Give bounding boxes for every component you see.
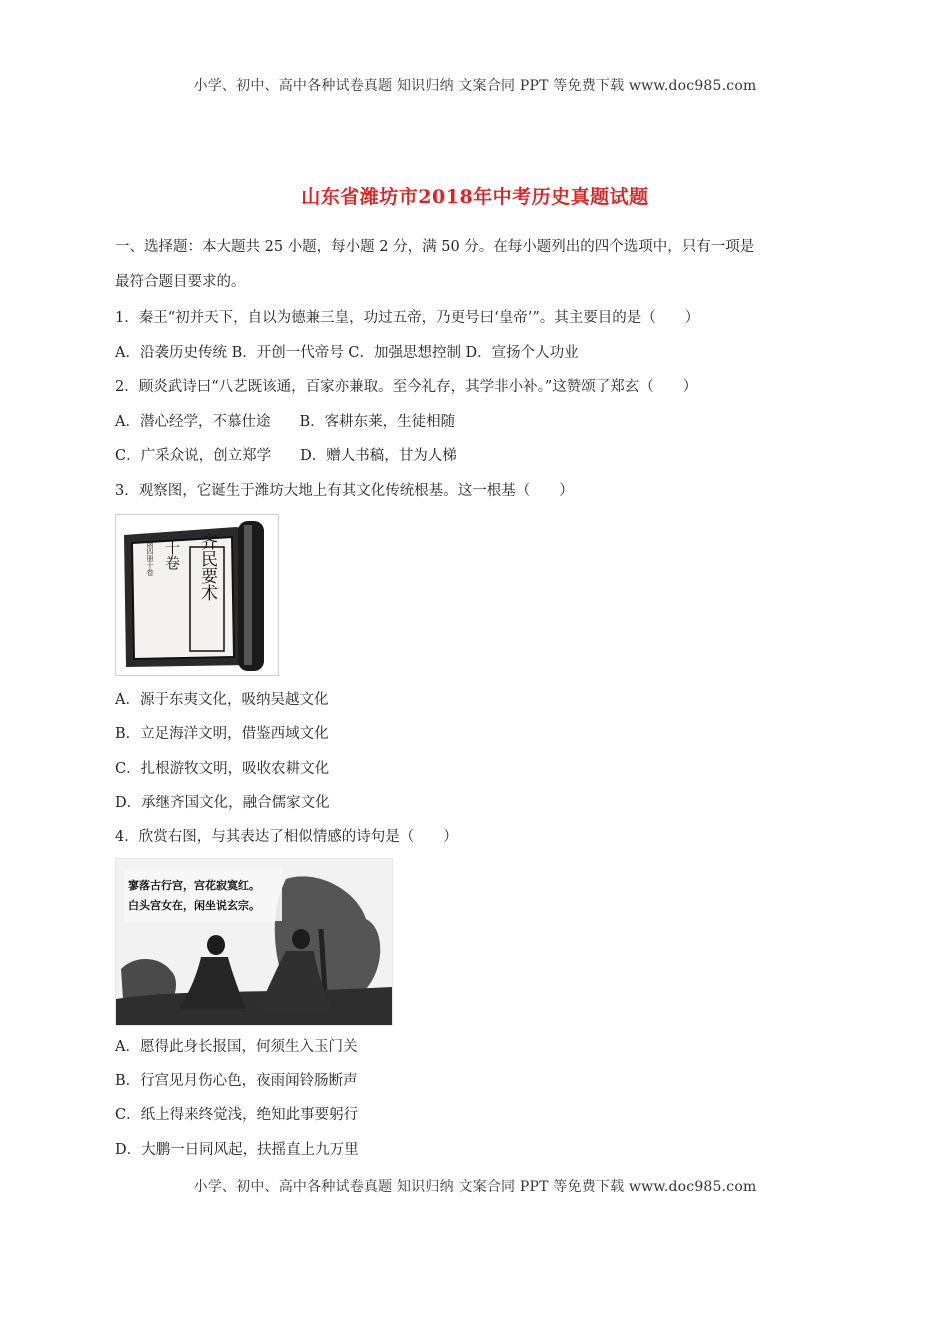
instructions-line-2: 最符合题目要求的。 bbox=[115, 274, 246, 290]
page-footer: 小学、初中、高中各种试卷真题 知识归纳 文案合同 PPT 等免费下载 www.doc985.com bbox=[193, 1179, 757, 1195]
page-title: 山东省潍坊市2018年中考历史真题试题 bbox=[301, 186, 649, 208]
page-header: 小学、初中、高中各种试卷真题 知识归纳 文案合同 PPT 等免费下载 www.doc985.com bbox=[193, 78, 757, 94]
book-side-text: 一函四册十卷 bbox=[146, 534, 154, 576]
book-figure-svg bbox=[116, 515, 278, 675]
book-volume-text: 十卷 bbox=[163, 540, 181, 570]
question-3-option-a: A．源于东夷文化，吸纳吴越文化 bbox=[115, 692, 329, 708]
poem-box bbox=[124, 869, 282, 921]
book-illustration bbox=[115, 514, 279, 676]
palace-ladies-illustration bbox=[115, 858, 393, 1026]
instructions-line-1: 一、选择题：本大题共 25 小题，每小题 2 分，满 50 分。在每小题列出的四个选项中，只有一项是 bbox=[115, 239, 755, 255]
book-title-text: 齐民要术 bbox=[197, 533, 217, 601]
poem-line-2: 白头宫女在，闲坐说玄宗。 bbox=[128, 899, 260, 912]
question-3-stem: 3．观察图，它诞生于潍坊大地上有其文化传统根基。这一根基（ ） bbox=[115, 483, 574, 499]
question-3-option-b: B．立足海洋文明，借鉴西域文化 bbox=[115, 726, 329, 742]
lady-1-head bbox=[207, 935, 225, 955]
question-4-option-a: A．愿得此身长报国，何须生入玉门关 bbox=[115, 1039, 358, 1055]
question-4-option-d: D．大鹏一日同风起，扶摇直上九万里 bbox=[115, 1142, 359, 1158]
scroll-roller-highlight bbox=[244, 525, 252, 665]
question-1-options: A．沿袭历史传统 B．开创一代帝号 C．加强思想控制 D．宣扬个人功业 bbox=[115, 345, 579, 361]
question-4-option-c: C．纸上得来终觉浅，绝知此事要躬行 bbox=[115, 1107, 359, 1123]
poem-line-1: 寥落古行宫，宫花寂寞红。 bbox=[128, 879, 260, 892]
question-2-options-ab: A．潜心经学，不慕仕途 B．客耕东莱，生徒相随 bbox=[115, 414, 456, 430]
question-2-options-cd: C．广采众说，创立郑学 D．赠人书稿，甘为人梯 bbox=[115, 448, 457, 464]
question-4-stem: 4．欣赏右图，与其表达了相似情感的诗句是（ ） bbox=[115, 829, 458, 845]
question-2-stem: 2．顾炎武诗曰“八艺既该通，百家亦兼取。至今礼存，其学非小补。”这赞颂了郑玄（ ） bbox=[115, 379, 698, 395]
question-4-option-b: B．行宫见月伤心色，夜雨闻铃肠断声 bbox=[115, 1073, 358, 1089]
lady-2-head bbox=[292, 929, 310, 949]
question-3-option-c: C．扎根游牧文明，吸收农耕文化 bbox=[115, 761, 330, 777]
palace-figure-svg bbox=[116, 859, 392, 1025]
question-3-option-d: D．承继齐国文化，融合儒家文化 bbox=[115, 795, 330, 811]
question-1-stem: 1．秦王“初并天下，自以为德兼三皇，功过五帝，乃更号曰‘皇帝’”。其主要目的是（ ） bbox=[115, 310, 700, 326]
